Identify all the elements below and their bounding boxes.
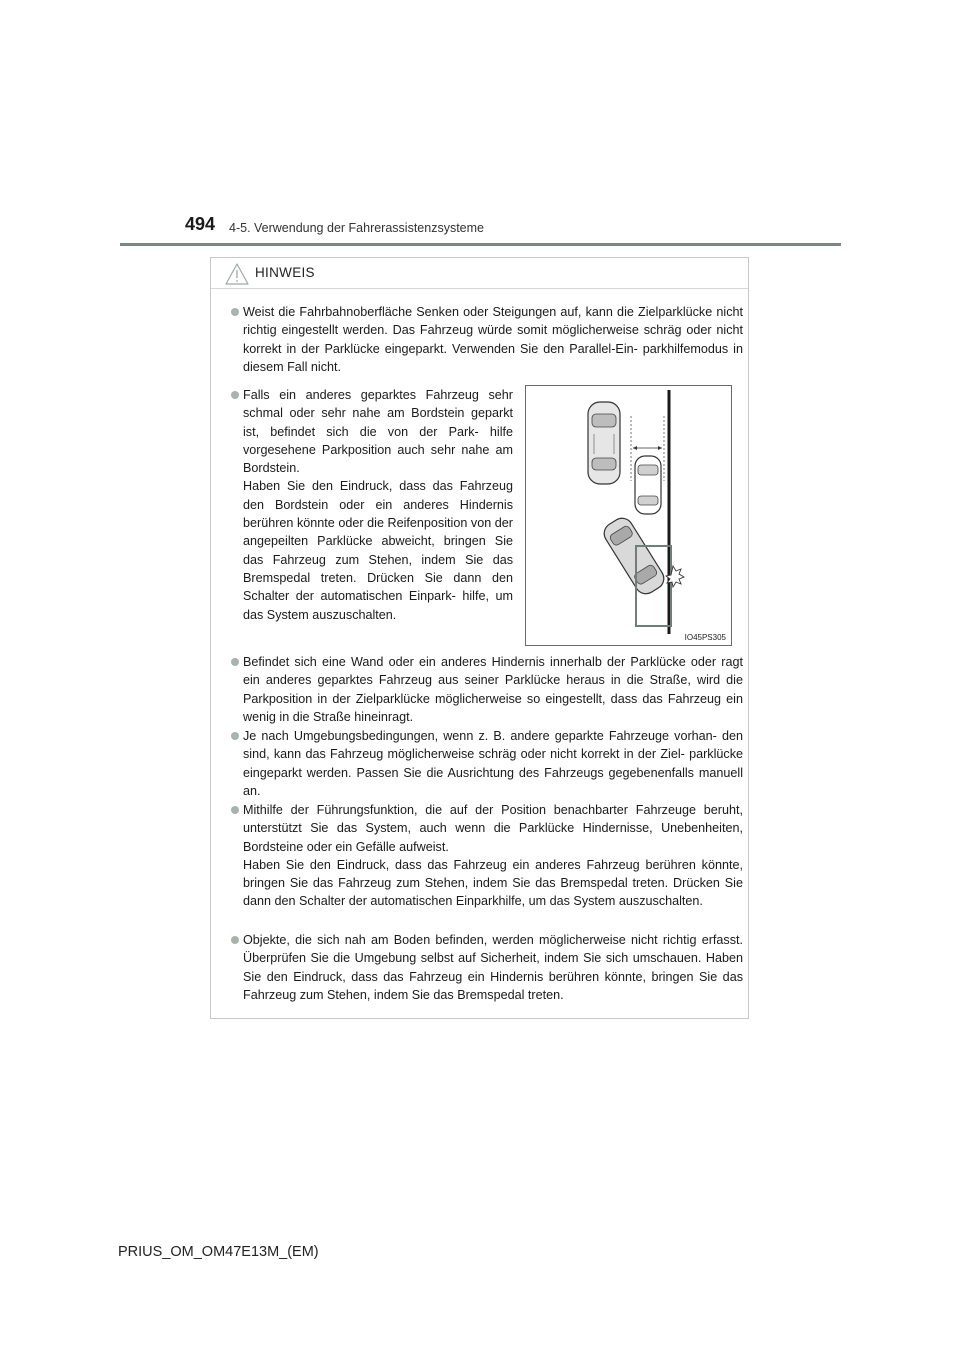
section-title: 4-5. Verwendung der Fahrerassistenzsysteme bbox=[229, 221, 484, 235]
parked-car-front bbox=[588, 402, 620, 484]
notice-item-text: Weist die Fahrbahnoberfläche Senken oder Steigungen auf, kann die Zielparklücke nicht richtig eingestellt werden. Das Fahrzeug würde somit möglicherweise schräg oder nicht korrekt in der Parklücke eingeparkt. Verwenden Sie den Parallel-Ein- parkhilfemodus in diesem Fall nicht. bbox=[243, 305, 743, 374]
header-rule bbox=[120, 243, 841, 246]
bullet-icon bbox=[231, 308, 239, 316]
notice-item bbox=[243, 931, 743, 1004]
notice-item bbox=[243, 653, 743, 726]
notice-title: HINWEIS bbox=[255, 265, 315, 280]
notice-item-text-continued: Haben Sie den Eindruck, dass das Fahrzeug ein anderes Fahrzeug berühren könnte, bringen Sie das Fahrzeug zum Stehen, indem Sie das Bremspedal treten. Drücken Sie dann den Schalter der automatischen Einparkhilfe, um das System auszuschalten. bbox=[243, 857, 743, 909]
parking-illustration bbox=[525, 385, 732, 646]
arrow-head-icon bbox=[633, 446, 637, 450]
parked-car-narrow bbox=[635, 456, 661, 514]
notice-item-text: Je nach Umgebungsbedingungen, wenn z. B. andere geparkte Fahrzeuge vorhan- den sind, kann das Fahrzeug möglicherweise schräg oder nicht korrekt in der Ziel- parklücke eingeparkt werden. Passen Sie die Ausrichtung des Fahrzeugs gegebenenfalls manuell an. bbox=[243, 729, 743, 798]
notice-item bbox=[243, 386, 513, 624]
figure-code: IO45PS305 bbox=[684, 633, 726, 642]
notice-item bbox=[243, 801, 743, 911]
notice-item bbox=[243, 303, 743, 376]
notice-item-text: Befindet sich eine Wand oder ein anderes Hindernis innerhalb der Parklücke oder ragt ein anderes geparktes Fahrzeug aus seiner Parklücke heraus in die Straße, wird die Parkposition in der Zielparklücke möglicherweise so eingestellt, dass das Fahrzeug ein wenig in die Straße hineinragt. bbox=[243, 655, 743, 724]
bullet-icon bbox=[231, 936, 239, 944]
page-number: 494 bbox=[185, 214, 216, 234]
footer-doc-code: PRIUS_OM_OM47E13M_(EM) bbox=[118, 1244, 319, 1260]
warning-icon bbox=[225, 263, 249, 285]
notice-header bbox=[211, 258, 748, 289]
notice-box bbox=[210, 257, 749, 1019]
arrow-head-icon bbox=[658, 446, 662, 450]
notice-item-text-continued: Haben Sie den Eindruck, dass das Fahrzeug den Bordstein oder ein anderes Hindernis berühren könnte oder die Reifenposition von der angepeilten Parklücke abweicht, bringen Sie das Fahrzeug zum Stehen, indem Sie das Bremspedal treten. Drücken Sie dann den Schalter der automatischen Einpark- hilfe, um das System auszuschalten. bbox=[243, 479, 513, 622]
notice-item-text: Objekte, die sich nah am Boden befinden, werden möglicherweise nicht richtig erfasst. Überprüfen Sie die Umgebung selbst auf Sicherheit, indem Sie sich umschauen. Haben Sie den Eindruck, dass das Fahrzeug ein Hindernis berühren könnte, bringen Sie das Fahrzeug zum Stehen, indem Sie das Bremspedal treten. bbox=[243, 933, 743, 1002]
maneuvering-car bbox=[600, 514, 668, 598]
bullet-icon bbox=[231, 806, 239, 814]
bullet-icon bbox=[231, 391, 239, 399]
bullet-icon bbox=[231, 658, 239, 666]
bullet-icon bbox=[231, 732, 239, 740]
notice-item bbox=[243, 727, 743, 800]
notice-item-text: Mithilfe der Führungsfunktion, die auf der Position benachbarter Fahrzeuge beruht, unterstützt Sie das System, auch wenn die Parklücke Hindernisse, Unebenheiten, Bordsteine oder ein Gefälle aufweist. bbox=[243, 803, 743, 854]
notice-item-text: Falls ein anderes geparktes Fahrzeug sehr schmal oder sehr nahe am Bordstein geparkt ist, befindet sich die von der Park- hilfe vorgesehene Parkposition auch sehr nahe am Bordstein. bbox=[243, 388, 513, 476]
